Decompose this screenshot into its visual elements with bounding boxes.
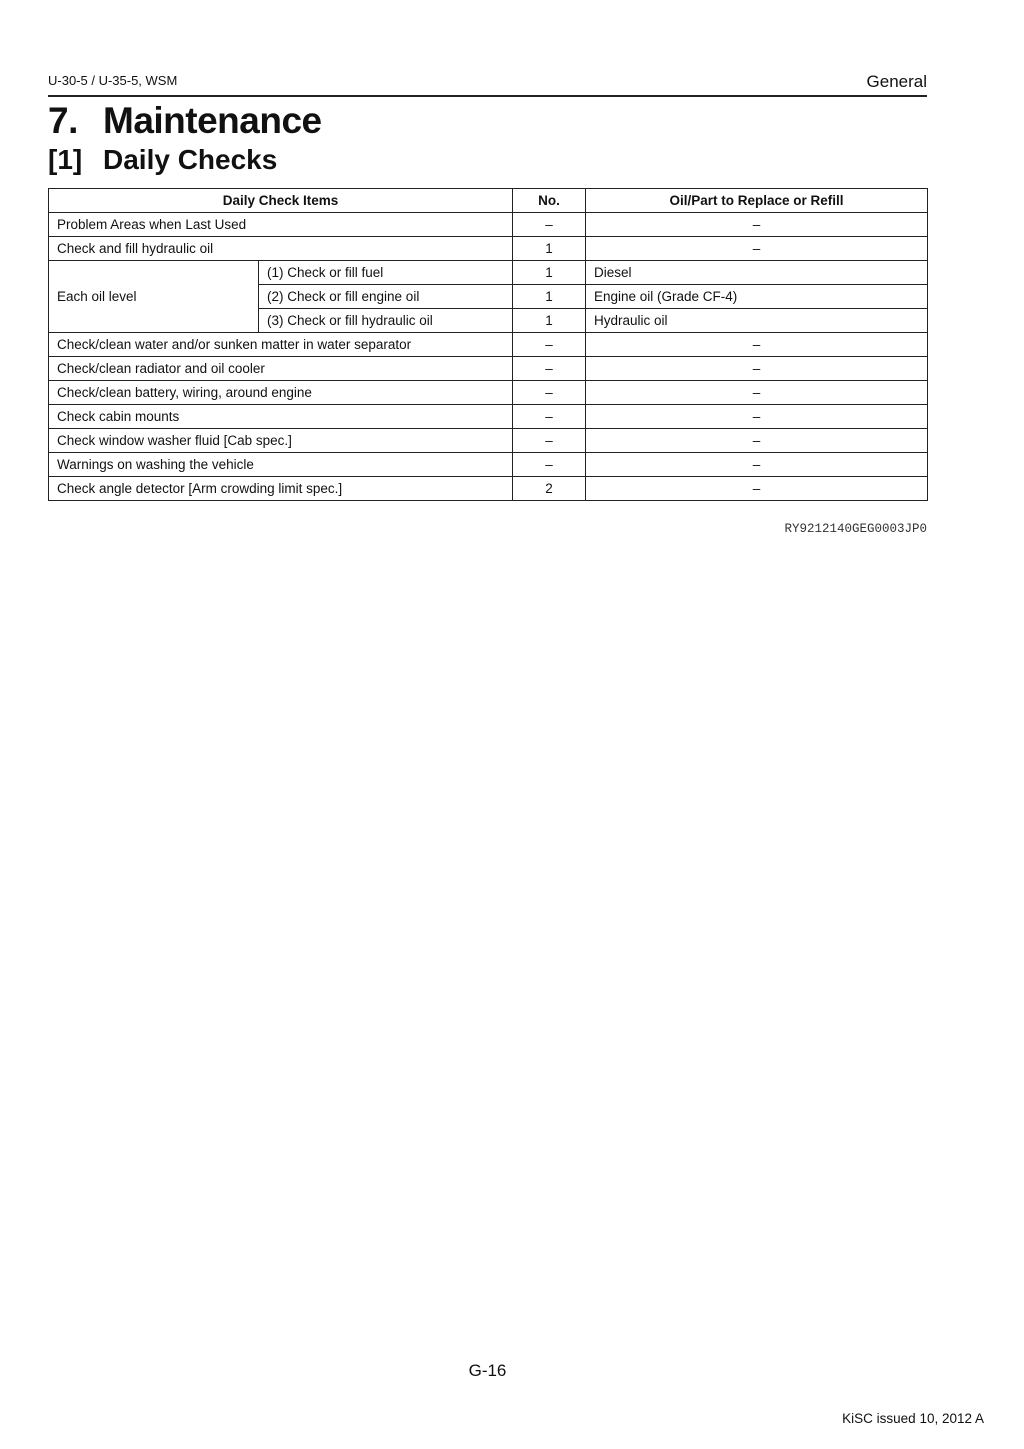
table-row xyxy=(49,213,928,237)
part-cell: – xyxy=(586,237,928,261)
item-cell: Problem Areas when Last Used xyxy=(49,213,513,237)
part-cell: – xyxy=(586,333,928,357)
table-row xyxy=(49,405,928,429)
item-cell: Check and fill hydraulic oil xyxy=(49,237,513,261)
header-no: No. xyxy=(513,189,586,213)
page-number: G-16 xyxy=(468,1361,507,1380)
no-cell: – xyxy=(513,213,586,237)
section-header: General xyxy=(866,72,927,91)
no-cell: 2 xyxy=(513,477,586,501)
document-header: U-30-5 / U-35-5, WSM xyxy=(48,73,178,88)
header-items: Daily Check Items xyxy=(49,189,513,213)
subtitle-text: Daily Checks xyxy=(103,144,278,175)
item-cell: Check/clean battery, wiring, around engine xyxy=(49,381,513,405)
item-cell: (3) Check or fill hydraulic oil xyxy=(259,309,513,333)
title-text: Maintenance xyxy=(103,100,322,141)
part-cell: – xyxy=(586,429,928,453)
part-cell: Diesel xyxy=(586,261,928,285)
table-row xyxy=(49,333,928,357)
no-cell: – xyxy=(513,453,586,477)
table-row xyxy=(49,357,928,381)
part-cell: – xyxy=(586,357,928,381)
table-row xyxy=(49,477,928,501)
no-cell: 1 xyxy=(513,285,586,309)
item-cell: Check cabin mounts xyxy=(49,405,513,429)
header-part: Oil/Part to Replace or Refill xyxy=(586,189,928,213)
no-cell: – xyxy=(513,357,586,381)
table-row xyxy=(49,261,928,285)
item-cell: Check/clean water and/or sunken matter in water separator xyxy=(49,333,513,357)
part-cell: – xyxy=(586,405,928,429)
item-cell: (1) Check or fill fuel xyxy=(259,261,513,285)
page-title xyxy=(48,100,322,142)
part-cell: Hydraulic oil xyxy=(586,309,928,333)
daily-checks-table xyxy=(48,188,928,501)
no-cell: – xyxy=(513,333,586,357)
section-title xyxy=(48,144,277,176)
part-cell: – xyxy=(586,453,928,477)
item-cell: Check angle detector [Arm crowding limit spec.] xyxy=(49,477,513,501)
part-cell: – xyxy=(586,477,928,501)
part-cell: – xyxy=(586,213,928,237)
part-cell: – xyxy=(586,381,928,405)
subtitle-number: [1] xyxy=(48,144,83,175)
reference-code: RY9212140GEG0003JP0 xyxy=(784,522,927,536)
table-row xyxy=(49,237,928,261)
table-row xyxy=(49,453,928,477)
no-cell: 1 xyxy=(513,261,586,285)
no-cell: 1 xyxy=(513,237,586,261)
no-cell: – xyxy=(513,429,586,453)
item-cell: (2) Check or fill engine oil xyxy=(259,285,513,309)
no-cell: – xyxy=(513,381,586,405)
item-cell: Warnings on washing the vehicle xyxy=(49,453,513,477)
item-cell: Check window washer fluid [Cab spec.] xyxy=(49,429,513,453)
group-cell: Each oil level xyxy=(49,261,259,333)
item-cell: Check/clean radiator and oil cooler xyxy=(49,357,513,381)
issue-note: KiSC issued 10, 2012 A xyxy=(842,1411,984,1426)
header-rule xyxy=(48,95,927,97)
table-header-row xyxy=(49,189,928,213)
table-row xyxy=(49,381,928,405)
title-number: 7. xyxy=(48,100,78,141)
table-row xyxy=(49,429,928,453)
part-cell: Engine oil (Grade CF-4) xyxy=(586,285,928,309)
no-cell: – xyxy=(513,405,586,429)
no-cell: 1 xyxy=(513,309,586,333)
